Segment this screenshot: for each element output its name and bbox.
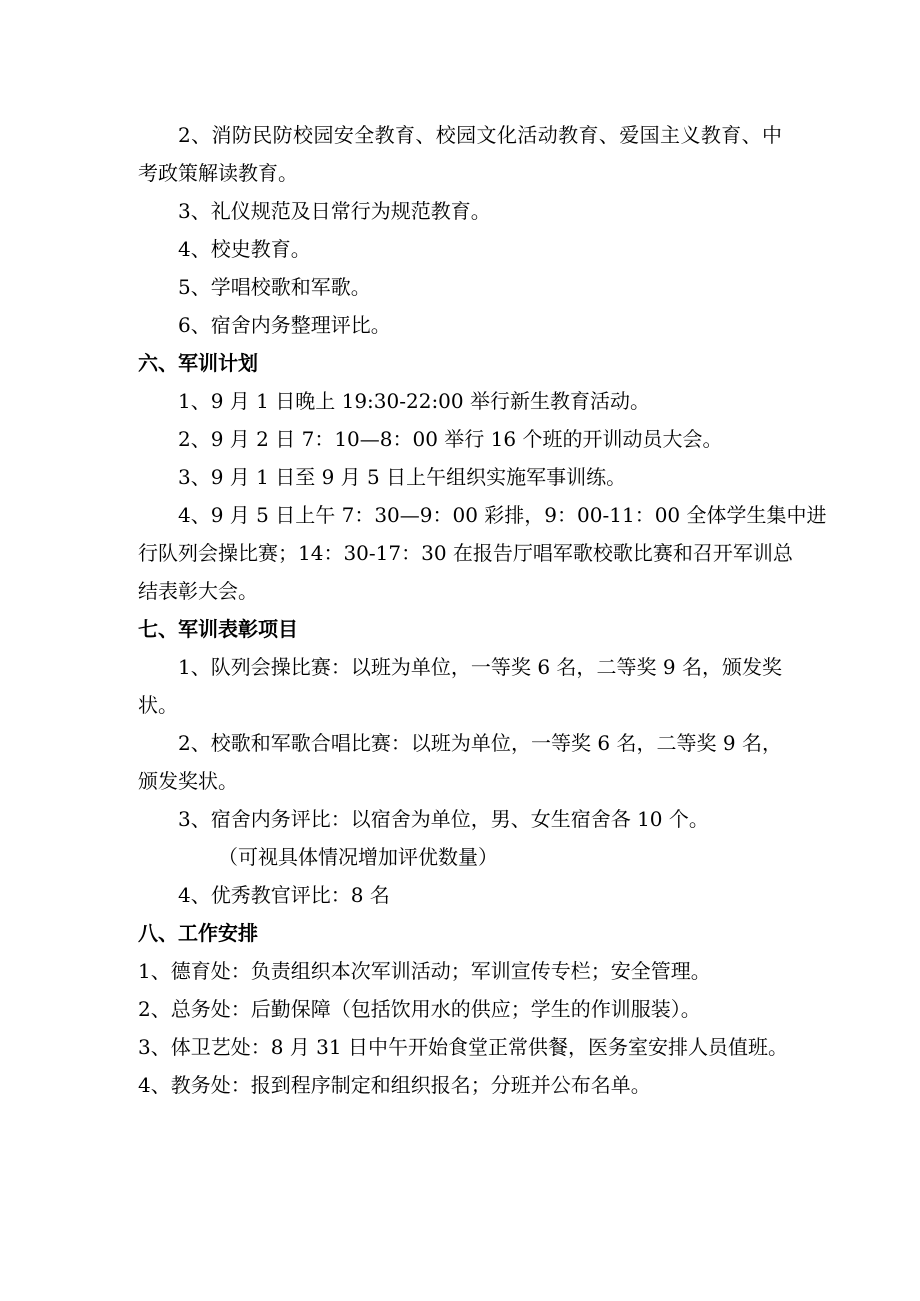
section-work-arrangement <box>138 914 788 1104</box>
text-line: 考政策解读教育。 <box>138 161 298 185</box>
text-line: 状。 <box>138 693 178 717</box>
text-line: 3、体卫艺处：8 月 31 日中午开始食堂正常供餐，医务室安排人员值班。 <box>138 1035 788 1059</box>
document-body <box>138 116 827 1104</box>
text-line: 6、宿舍内务整理评比。 <box>178 313 391 337</box>
text-line: 1、队列会操比赛：以班为单位，一等奖 6 名，二等奖 9 名，颁发奖 <box>178 655 782 679</box>
list-item <box>138 1028 788 1066</box>
text-line: 4、9 月 5 日上午 7：30—9：00 彩排，9：00-11：00 全体学生集中进 <box>178 503 827 527</box>
list-item <box>138 268 782 306</box>
text-line: 4、优秀教官评比：8 名 <box>178 883 390 907</box>
list-item <box>138 458 782 496</box>
text-line: 2、消防民防校园安全教育、校园文化活动教育、爱国主义教育、中 <box>178 123 782 147</box>
list-item <box>138 952 782 990</box>
text-line: 5、学唱校歌和军歌。 <box>178 275 371 299</box>
text-line: 1、德育处：负责组织本次军训活动；军训宣传专栏；安全管理。 <box>138 959 711 983</box>
list-item <box>138 876 782 914</box>
text-line: 颁发奖状。 <box>138 769 238 793</box>
section-heading: 七、军训表彰项目 <box>138 617 298 641</box>
text-line: 1、9 月 1 日晚上 19:30-22:00 举行新生教育活动。 <box>178 389 650 413</box>
list-item <box>138 496 827 610</box>
list-item <box>138 420 782 458</box>
list-item <box>138 990 782 1028</box>
text-line: 2、校歌和军歌合唱比赛：以班为单位，一等奖 6 名，二等奖 9 名， <box>178 731 782 755</box>
list-item <box>138 382 782 420</box>
section-heading: 八、工作安排 <box>138 921 258 945</box>
section-heading: 六、军训计划 <box>138 351 258 375</box>
list-item <box>138 192 782 230</box>
section-awards <box>138 610 782 914</box>
text-line: 行队列会操比赛；14：30-17：30 在报告厅唱军歌校歌比赛和召开军训总 <box>138 541 793 565</box>
note-line: （可视具体情况增加评优数量） <box>218 845 498 869</box>
list-item <box>138 116 782 192</box>
text-line: 3、宿舍内务评比：以宿舍为单位，男、女生宿舍各 10 个。 <box>178 807 709 831</box>
text-line: 3、礼仪规范及日常行为规范教育。 <box>178 199 491 223</box>
text-line: 3、9 月 1 日至 9 月 5 日上午组织实施军事训练。 <box>178 465 627 489</box>
list-item <box>138 306 782 344</box>
text-line: 2、总务处：后勤保障（包括饮用水的供应；学生的作训服装）。 <box>138 997 701 1021</box>
list-item <box>138 724 782 800</box>
text-line: 结表彰大会。 <box>138 579 258 603</box>
list-item <box>138 648 782 724</box>
list-item <box>138 1066 782 1104</box>
text-line: 4、教务处：报到程序制定和组织报名；分班并公布名单。 <box>138 1073 651 1097</box>
list-item <box>138 230 782 268</box>
text-line: 2、9 月 2 日 7：10—8：00 举行 16 个班的开训动员大会。 <box>178 427 723 451</box>
section-training-plan <box>138 344 827 610</box>
text-line: 4、校史教育。 <box>178 237 311 261</box>
education-list <box>138 116 782 344</box>
list-item <box>138 800 782 876</box>
